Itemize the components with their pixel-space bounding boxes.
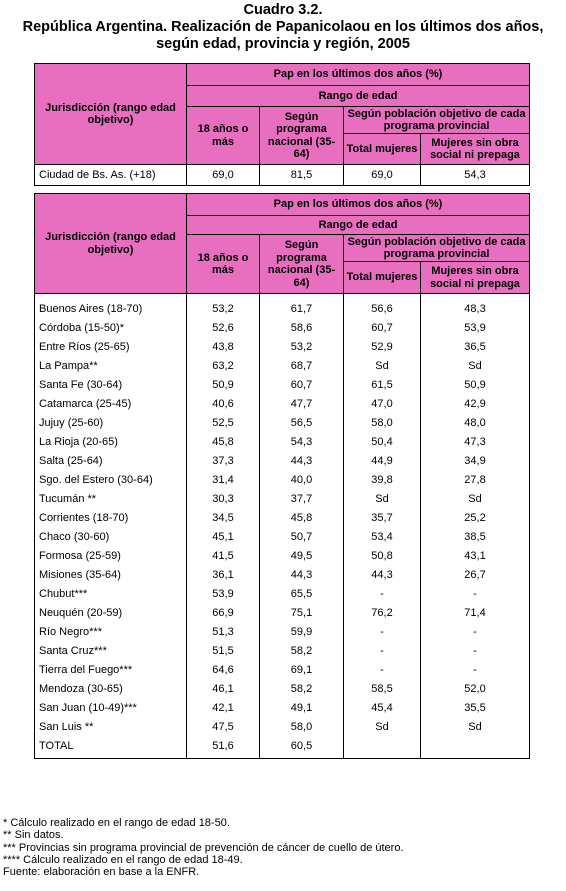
row-name: Sgo. del Estero (30-64) [35,470,187,489]
row-value-total: - [344,584,421,603]
row-value-18: 43,8 [187,337,260,356]
row-value-18: 34,5 [187,508,260,527]
row-value-nacional: 40,0 [260,470,344,489]
row-name: Mendoza (30-65) [35,679,187,698]
row-value-nacional: 37,7 [260,489,344,508]
row-value-sin-obra: 50,9 [421,375,530,394]
header-rango: Rango de edad [187,216,530,235]
table-row [35,165,530,186]
table-row [35,375,530,394]
source-note: Fuente: elaboración en base a la ENFR. [3,866,200,879]
row-value-total: 39,8 [344,470,421,489]
row-value-18: 40,6 [187,394,260,413]
row-value-sin-obra: 27,8 [421,470,530,489]
row-value-sin-obra: - [421,660,530,679]
table-row [35,622,530,641]
row-value-sin-obra: 47,3 [421,432,530,451]
footnote: *** Provincias sin programa provincial de prevención de cáncer de cuello de útero. [3,841,404,854]
row-value-18: 66,9 [187,603,260,622]
row-value-sin-obra: 34,9 [421,451,530,470]
header-sin-obra-social: Mujeres sin obra social ni prepaga [421,134,530,165]
table-provincias [34,193,530,759]
row-value-sin-obra [421,736,530,759]
row-value-nacional: 58,0 [260,717,344,736]
row-value-nacional: 50,7 [260,527,344,546]
row-value-18: 31,4 [187,470,260,489]
row-value-sin-obra: - [421,622,530,641]
row-value-total: - [344,641,421,660]
row-value-nacional: 75,1 [260,603,344,622]
header-total-mujeres: Total mujeres [344,134,421,165]
header-18-anos: 18 años o más [187,107,260,165]
row-name: Córdoba (15-50)* [35,318,187,337]
row-value-nacional: 58,2 [260,641,344,660]
row-value-total: 76,2 [344,603,421,622]
table-row [35,546,530,565]
row-value-18: 52,5 [187,413,260,432]
row-name: Buenos Aires (18-70) [35,294,187,319]
row-value-sin-obra: 48,0 [421,413,530,432]
row-value-nacional: 45,8 [260,508,344,527]
row-value-sin-obra: - [421,584,530,603]
header-programa-nacional: Según programa nacional (35-64) [260,235,344,294]
row-value-nacional: 44,3 [260,565,344,584]
row-value-sin-obra: 25,2 [421,508,530,527]
table-row [35,470,530,489]
row-value-18: 47,5 [187,717,260,736]
row-value-sin-obra: Sd [421,356,530,375]
row-value-nacional: 60,5 [260,736,344,759]
row-value-total: 61,5 [344,375,421,394]
header-sin-obra-social: Mujeres sin obra social ni prepaga [421,262,530,294]
row-value-18: 45,1 [187,527,260,546]
row-value-sin-obra: 48,3 [421,294,530,319]
row-value-nacional: 44,3 [260,451,344,470]
header-poblacion-objetivo: Según población objetivo de cada programa provincial [344,107,530,134]
row-value-sin-obra: Sd [421,717,530,736]
row-value-total: 52,9 [344,337,421,356]
row-value-total: 58,0 [344,413,421,432]
table-row [35,736,530,759]
row-value-total: 53,4 [344,527,421,546]
row-value-18: 51,5 [187,641,260,660]
row-value-nacional: 49,5 [260,546,344,565]
row-value-sin-obra: 52,0 [421,679,530,698]
row-value-nacional: 61,7 [260,294,344,319]
row-value-nacional: 59,9 [260,622,344,641]
table-row [35,717,530,736]
row-value-total: 47,0 [344,394,421,413]
table-body [35,294,530,759]
row-name: TOTAL [35,736,187,759]
row-value-18: 37,3 [187,451,260,470]
row-name: Santa Fe (30-64) [35,375,187,394]
table-row [35,394,530,413]
row-value-18: 41,5 [187,546,260,565]
header-pap: Pap en los últimos dos años (%) [187,194,530,216]
row-value-sin-obra: 43,1 [421,546,530,565]
table-row [35,356,530,375]
row-value-total: 44,9 [344,451,421,470]
table-subtitle: según edad, provincia y región, 2005 [156,36,410,52]
footnote: **** Cálculo realizado en el rango de edad 18-49. [3,853,243,866]
footnote: ** Sin datos. [3,829,64,842]
row-value-nacional: 60,7 [260,375,344,394]
row-name: Tucumán ** [35,489,187,508]
header-poblacion-objetivo: Según población objetivo de cada programa provincial [344,235,530,262]
row-value-sin-obra: 38,5 [421,527,530,546]
row-value-18: 36,1 [187,565,260,584]
header-rango: Rango de edad [187,86,530,107]
row-name: Salta (25-64) [35,451,187,470]
table-row [35,679,530,698]
row-value-18: 51,6 [187,736,260,759]
row-value-nacional: 81,5 [260,165,344,186]
row-value-total: Sd [344,489,421,508]
row-value-total: 44,3 [344,565,421,584]
row-value-18: 63,2 [187,356,260,375]
table-row [35,413,530,432]
row-name: Ciudad de Bs. As. (+18) [35,165,187,186]
row-value-total: 69,0 [344,165,421,186]
row-value-total: - [344,660,421,679]
row-value-18: 64,6 [187,660,260,679]
row-value-nacional: 58,2 [260,679,344,698]
row-value-total [344,736,421,759]
row-name: Tierra del Fuego*** [35,660,187,679]
row-value-sin-obra: 35,5 [421,698,530,717]
row-value-18: 46,1 [187,679,260,698]
row-value-sin-obra: 53,9 [421,318,530,337]
row-value-nacional: 56,5 [260,413,344,432]
footnote: * Cálculo realizado en el rango de edad 18-50. [3,817,230,829]
table-caption: Cuadro 3.2. [243,2,323,18]
row-value-sin-obra: 26,7 [421,565,530,584]
table-row [35,660,530,679]
row-value-nacional: 68,7 [260,356,344,375]
table-row [35,294,530,319]
row-value-total: 60,7 [344,318,421,337]
table-row [35,527,530,546]
row-value-sin-obra: 42,9 [421,394,530,413]
row-value-total: 45,4 [344,698,421,717]
row-value-sin-obra: 54,3 [421,165,530,186]
row-name: San Juan (10-49)*** [35,698,187,717]
table-row [35,451,530,470]
row-value-total: 56,6 [344,294,421,319]
row-value-nacional: 49,1 [260,698,344,717]
row-name: Río Negro*** [35,622,187,641]
table-title: República Argentina. Realización de Papanicolaou en los últimos dos años, [22,19,544,35]
row-value-sin-obra: - [421,641,530,660]
row-value-18: 51,3 [187,622,260,641]
row-value-18: 52,6 [187,318,260,337]
row-value-total: 58,5 [344,679,421,698]
row-name: Formosa (25-59) [35,546,187,565]
table-row [35,698,530,717]
row-value-18: 69,0 [187,165,260,186]
table-ciudad [34,63,530,186]
row-name: Corrientes (18-70) [35,508,187,527]
row-value-sin-obra: 71,4 [421,603,530,622]
row-value-nacional: 58,6 [260,318,344,337]
table-row [35,565,530,584]
row-value-total: Sd [344,356,421,375]
row-value-nacional: 47,7 [260,394,344,413]
row-name: Misiones (35-64) [35,565,187,584]
row-value-total: Sd [344,717,421,736]
row-value-18: 45,8 [187,432,260,451]
row-name: La Rioja (20-65) [35,432,187,451]
row-value-nacional: 53,2 [260,337,344,356]
row-value-18: 42,1 [187,698,260,717]
table-row [35,641,530,660]
table-row [35,508,530,527]
table-row [35,603,530,622]
row-value-18: 30,3 [187,489,260,508]
row-name: San Luis ** [35,717,187,736]
header-total-mujeres: Total mujeres [344,262,421,294]
header-18-anos: 18 años o más [187,235,260,294]
row-value-18: 53,2 [187,294,260,319]
row-value-total: - [344,622,421,641]
row-value-nacional: 69,1 [260,660,344,679]
header-programa-nacional: Según programa nacional (35-64) [260,107,344,165]
header-jurisdiccion: Jurisdicción (rango edad objetivo) [35,64,187,165]
table-row [35,489,530,508]
row-name: Catamarca (25-45) [35,394,187,413]
row-name: Entre Ríos (25-65) [35,337,187,356]
row-name: Chubut*** [35,584,187,603]
row-value-sin-obra: 36,5 [421,337,530,356]
table-row [35,318,530,337]
header-jurisdiccion: Jurisdicción (rango edad objetivo) [35,194,187,294]
row-name: Santa Cruz*** [35,641,187,660]
row-value-total: 35,7 [344,508,421,527]
header-pap: Pap en los últimos dos años (%) [187,64,530,86]
row-value-nacional: 65,5 [260,584,344,603]
row-value-nacional: 54,3 [260,432,344,451]
footnotes [3,817,404,878]
table-row [35,432,530,451]
row-value-sin-obra: Sd [421,489,530,508]
row-name: Chaco (30-60) [35,527,187,546]
row-value-total: 50,8 [344,546,421,565]
row-value-total: 50,4 [344,432,421,451]
row-name: Neuquén (20-59) [35,603,187,622]
row-name: Jujuy (25-60) [35,413,187,432]
row-name: La Pampa** [35,356,187,375]
row-value-18: 50,9 [187,375,260,394]
table-row [35,337,530,356]
table-row [35,584,530,603]
row-value-18: 53,9 [187,584,260,603]
